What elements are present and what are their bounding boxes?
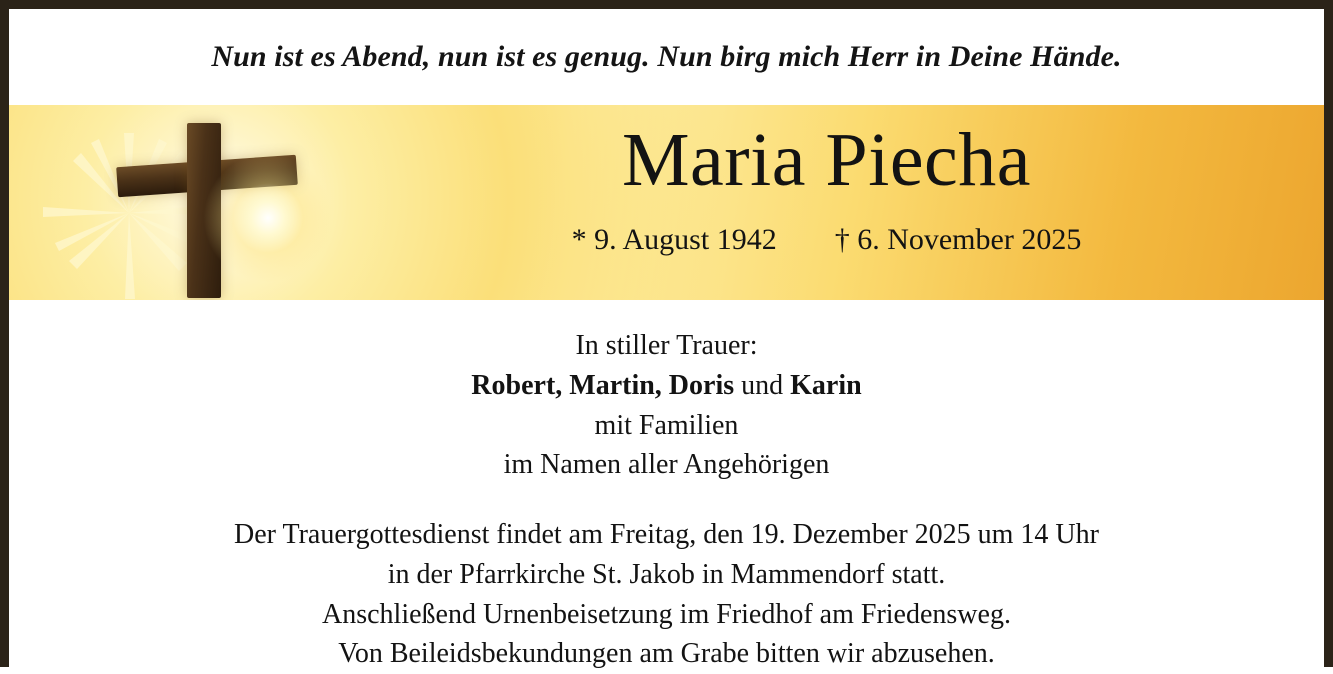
mourning-intro: In stiller Trauer: (575, 330, 758, 361)
mourning-with-families: mit Familien (594, 409, 739, 441)
service-line-3: Anschließend Urnenbeisetzung im Friedhof am Friedensweg. (322, 598, 1011, 630)
deceased-name: Maria Piecha (621, 118, 1032, 202)
service-line-1: Der Trauergottesdienst findet am Freitag, den 19. Dezember 2025 um 14 Uhr (234, 519, 1099, 550)
cross-image (107, 123, 337, 298)
birth-date: * 9. August 1942 (571, 222, 777, 256)
mourning-on-behalf: im Namen aller Angehörigen (503, 449, 830, 481)
service-line-4: Von Beileidsbekundungen am Grabe bitten wir abzusehen. (338, 638, 995, 670)
mourner-names-primary: Robert, Martin, Doris (471, 369, 735, 401)
service-details (234, 515, 1099, 674)
life-dates (349, 223, 1304, 257)
verse-band (9, 9, 1324, 105)
mourning-conjunction: und (734, 369, 791, 401)
service-line-2: in der Pfarrkirche St. Jakob in Mammendorf statt. (387, 558, 946, 590)
death-date: † 6. November 2025 (834, 222, 1082, 256)
golden-header-band (9, 105, 1324, 300)
mourner-names-secondary: Karin (790, 369, 862, 401)
mourning-names (471, 366, 861, 406)
body-area (9, 300, 1324, 674)
verse-text: Nun ist es Abend, nun ist es genug. Nun birg mich Herr in Deine Hände. (211, 40, 1122, 73)
name-block (349, 118, 1304, 257)
cross-vertical-beam (187, 123, 221, 298)
mourning-block (471, 326, 861, 485)
